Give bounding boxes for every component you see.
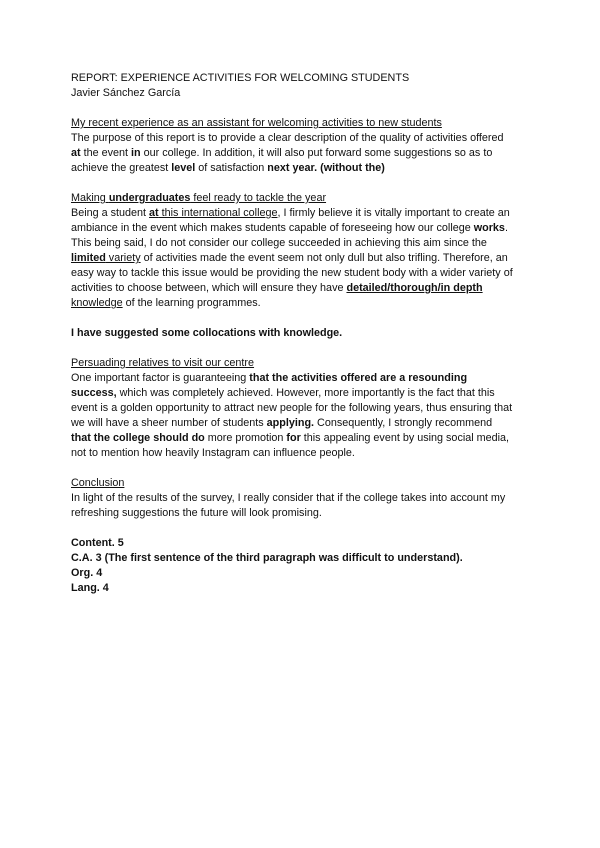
correction-word: level — [171, 162, 196, 174]
correction-word: that the activities offered are a resounding — [249, 372, 468, 384]
correction-word: next year. (without the) — [267, 162, 385, 174]
text-run: of the learning programmes. — [122, 297, 261, 309]
text-run: ambiance in the event which makes students capable of foreseeing how our college — [71, 222, 474, 234]
text-run: One important factor is guaranteeing — [71, 372, 250, 384]
text-run: our college. In addition, it will also put forward some suggestions so as to — [140, 147, 493, 159]
underlined-text: knowledge — [71, 297, 123, 309]
text-run: which was completely achieved. However, more importantly is the fact that this — [116, 387, 495, 399]
underlined-text: variety — [105, 252, 141, 264]
paragraph-line — [71, 371, 540, 386]
text-run: this appealing event by using social media, — [300, 432, 510, 444]
score-lang: Lang. 4 — [71, 582, 109, 594]
paragraph-line: not to mention how heavily Instagram can influence people. — [71, 447, 355, 459]
paragraph-line — [71, 221, 540, 236]
paragraph-line — [71, 146, 540, 161]
text-run: Being a student — [71, 207, 150, 219]
paragraph-line: refreshing suggestions the future will look promising. — [71, 507, 322, 519]
score-content: Content. 5 — [71, 537, 124, 549]
paragraph-line — [71, 206, 540, 221]
correction-word: detailed/thorough/in depth — [346, 282, 483, 294]
text-run: we will have a sheer number of students — [71, 417, 267, 429]
teacher-comment: I have suggested some collocations with knowledge. — [71, 327, 343, 339]
correction-word: success, — [71, 387, 117, 399]
text-run: of satisfaction — [195, 162, 268, 174]
text-run: the event — [80, 147, 132, 159]
section-heading-undergraduates — [71, 191, 540, 206]
text-run: , I firmly believe it is vitally important to create an — [277, 207, 510, 219]
section-heading-relatives: Persuading relatives to visit our centre — [71, 357, 255, 369]
correction-word: for — [286, 432, 301, 444]
section-heading-conclusion: Conclusion — [71, 477, 125, 489]
correction-word: undergraduates — [108, 192, 191, 204]
correction-word: that the college should do — [71, 432, 205, 444]
correction-word: applying. — [266, 417, 315, 429]
text-run: achieve the greatest — [71, 162, 172, 174]
paragraph-line — [71, 386, 540, 401]
text-run: activities to choose between, which will ensure they have — [71, 282, 347, 294]
text-run: . — [504, 222, 508, 234]
text-run: Consequently, I strongly recommend — [314, 417, 493, 429]
author-name: Javier Sánchez García — [71, 87, 181, 99]
correction-word: limited — [71, 252, 106, 264]
paragraph-line: easy way to tackle this issue would be providing the new student body with a wider variety of — [71, 267, 513, 279]
correction-word: works — [473, 222, 505, 234]
section-heading-experience: My recent experience as an assistant for welcoming activities to new students — [71, 117, 442, 129]
score-ca: C.A. 3 (The first sentence of the third paragraph was difficult to understand). — [71, 552, 463, 564]
text-run: of activities made the event seem not only dull but also trifling. Therefore, an — [140, 252, 508, 264]
paragraph-line — [71, 296, 540, 311]
paragraph-line: This being said, I do not consider our college succeeded in achieving this aim since the — [71, 237, 487, 249]
correction-word: in — [131, 147, 141, 159]
paragraph-line — [71, 251, 540, 266]
text-run: more promotion — [204, 432, 287, 444]
paragraph-line — [71, 416, 540, 431]
paragraph-line: The purpose of this report is to provide a clear description of the quality of activities offered — [71, 132, 504, 144]
text-run: feel ready to tackle the year — [190, 192, 327, 204]
paragraph-line: In light of the results of the survey, I really consider that if the college takes into account my — [71, 492, 506, 504]
paragraph-line — [71, 431, 540, 446]
underlined-text: this international college — [158, 207, 278, 219]
text-run: Making — [71, 192, 109, 204]
score-org: Org. 4 — [71, 567, 103, 579]
paragraph-line — [71, 161, 540, 176]
paragraph-line: event is a golden opportunity to attract new people for the following years, thus ensuring that — [71, 402, 513, 414]
report-title: REPORT: EXPERIENCE ACTIVITIES FOR WELCOMING STUDENTS — [71, 72, 410, 84]
correction-word: at — [71, 147, 81, 159]
paragraph-line — [71, 281, 540, 296]
correction-word: at — [149, 207, 159, 219]
